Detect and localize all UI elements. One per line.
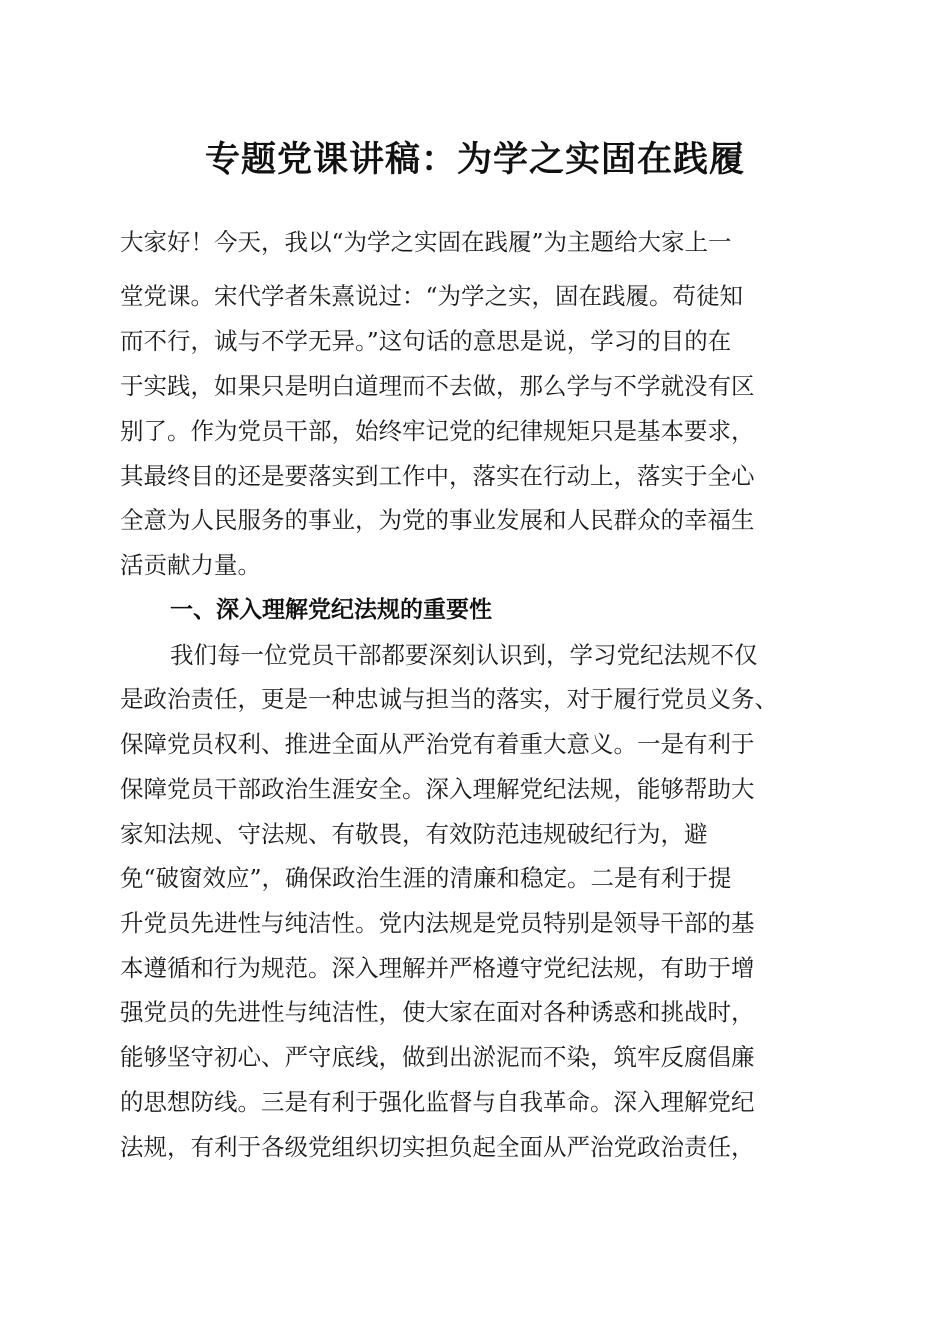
paragraph-line: 保障党员干部政治生涯安全。深入理解党纪法规，能够帮助大 xyxy=(120,775,755,803)
paragraph-line: 家知法规、守法规、有敬畏，有效防范违规破纪行为，避 xyxy=(120,820,708,848)
paragraph-line: 其最终目的还是要落实到工作中，落实在行动上，落实于全心 xyxy=(120,462,755,490)
paragraph-line: 堂党课。宋代学者朱熹说过：“为学之实，固在践履。苟徒知 xyxy=(120,282,744,310)
paragraph-line: 是政治责任，更是一种忠诚与担当的落实，对于履行党员义务、 xyxy=(120,685,778,713)
document-title: 专题党课讲稿：为学之实固在践履 xyxy=(204,139,745,180)
paragraph-line: 大家好！今天，我以“为学之实固在践履”为主题给大家上一 xyxy=(120,228,732,256)
paragraph-line: 能够坚守初心、严守底线，做到出淤泥而不染，筑牢反腐倡廉 xyxy=(120,1043,755,1071)
paragraph-line: 本遵循和行为规范。深入理解并严格遵守党纪法规，有助于增 xyxy=(120,954,755,982)
paragraph-line: 别了。作为党员干部，始终牢记党的纪律规矩只是基本要求， xyxy=(120,417,755,445)
paragraph-line: 免“破窗效应”，确保政治生涯的清廉和稳定。二是有利于提 xyxy=(120,864,732,892)
paragraph-line: 活贡献力量。 xyxy=(120,551,261,579)
paragraph-line: 于实践，如果只是明白道理而不去做，那么学与不学就没有区 xyxy=(120,372,755,400)
paragraph-line: 我们每一位党员干部都要深刻认识到，学习党纪法规不仅 xyxy=(170,641,758,669)
paragraph-line: 保障党员权利、推进全面从严治党有着重大意义。一是有利于 xyxy=(120,730,755,758)
paragraph-line: 强党员的先进性与纯洁性，使大家在面对各种诱惑和挑战时， xyxy=(120,998,755,1026)
paragraph-line: 的思想防线。三是有利于强化监督与自我革命。深入理解党纪 xyxy=(120,1088,755,1116)
paragraph-line: 法规，有利于各级党组织切实担负起全面从严治党政治责任， xyxy=(120,1133,755,1161)
paragraph-line: 而不行，诚与不学无异。”这句话的意思是说，学习的目的在 xyxy=(120,327,732,355)
section-heading: 一、深入理解党纪法规的重要性 xyxy=(170,597,492,623)
paragraph-line: 升党员先进性与纯洁性。党内法规是党员特别是领导干部的基 xyxy=(120,909,755,937)
paragraph-line: 全意为人民服务的事业，为党的事业发展和人民群众的幸福生 xyxy=(120,506,755,534)
